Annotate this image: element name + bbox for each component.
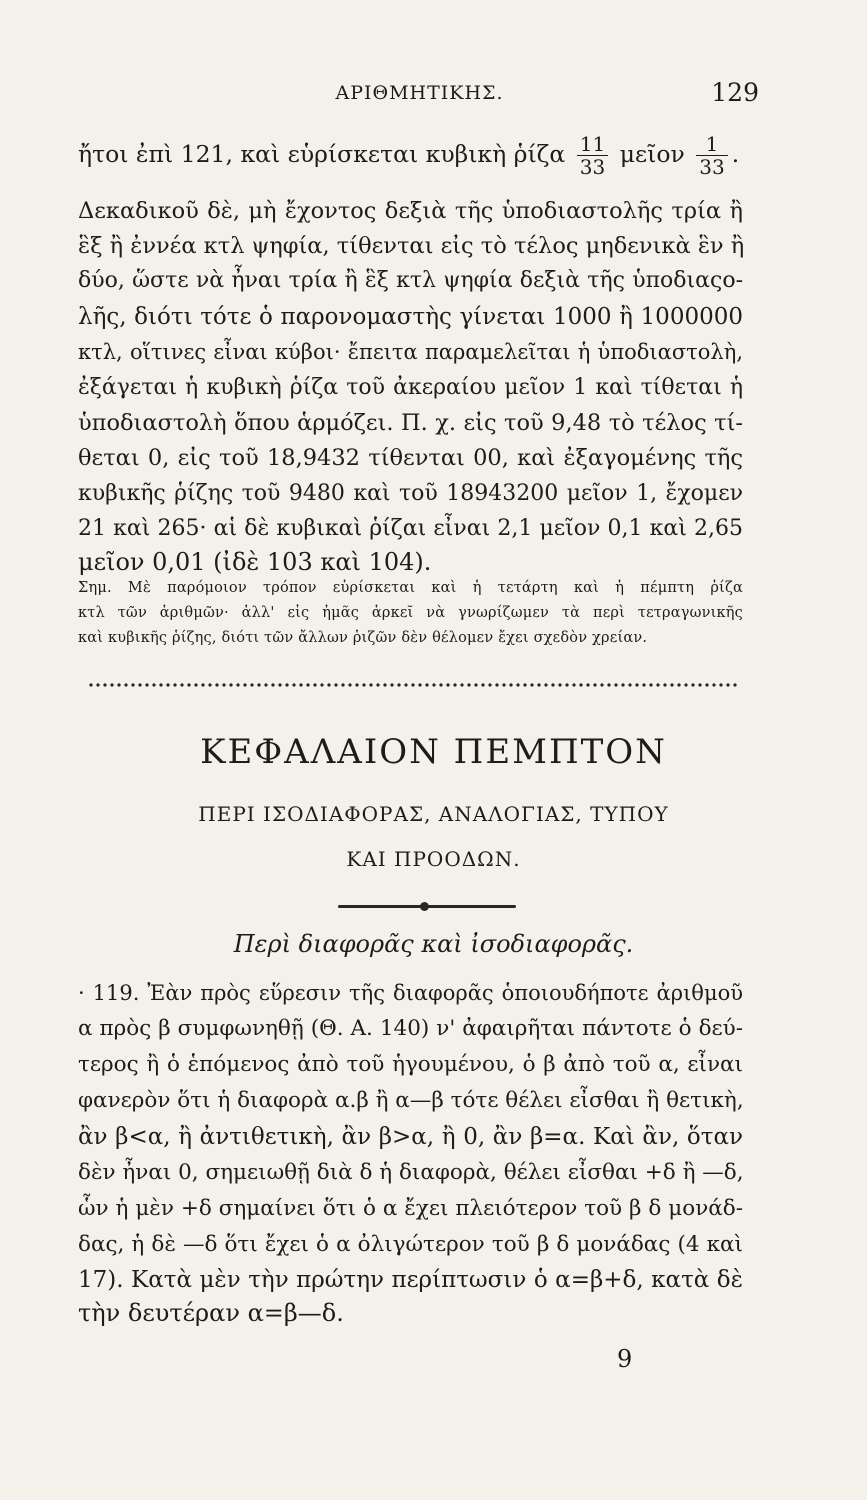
chapter-subtitle: ΠΕΡΙ ΙΣΟΔΙΑΦΟΡΑΣ, ΑΝΑΛΟΓΙΑΣ, ΤΥΠΟΥ <box>198 802 669 826</box>
fraction-numerator: 11 <box>577 133 608 156</box>
paragraph-line: τερος ἢ ὁ ἑπόμενος ἀπὸ τοῦ ἡγουμένου, ὁ β ἀπὸ τοῦ α, εἶναι <box>78 1052 743 1077</box>
note-line: Σημ. Μὲ παρόμοιον τρόπον εὑρίσκεται καὶ ἡ τετάρτη καὶ ἡ πέμπτη ῥίζα <box>78 580 743 596</box>
ornament-divider <box>338 905 516 908</box>
page-header <box>80 78 759 112</box>
fraction-denominator: 33 <box>579 155 606 179</box>
paragraph-line: μεῖον 0,01 (ἰδὲ 103 καὶ 104). <box>78 548 432 576</box>
fraction-denominator: 33 <box>699 155 725 179</box>
chapter-subtitle: ΚΑΙ ΠΡΟΟΔΩΝ. <box>346 847 521 871</box>
note-line: καὶ κυβικῆς ῥίζης, διότι τῶν ἄλλων ῥιζῶν δὲν θέλομεν ἔχει σχεδὸν χρείαν. <box>78 630 648 646</box>
paragraph-line: δας, ἡ δὲ —δ ὅτι ἔχει ὁ α ὀλιγώτερον τοῦ β δ μονάδας (4 καὶ <box>78 1232 743 1257</box>
paragraph-line: 17). Κατὰ μὲν τὴν πρώτην περίπτωσιν ὁ α=β+δ, κατὰ δὲ <box>78 1267 743 1293</box>
paragraph-line: Δεκαδικοῦ δὲ, μὴ ἔχοντος δεξιὰ τῆς ὑποδιαστολῆς τρία ἢ <box>78 198 743 224</box>
section-heading: Περὶ διαφορᾶς καὶ ἰσοδιαφορᾶς. <box>233 930 634 958</box>
text-segment: μεῖον <box>619 140 685 168</box>
paragraph-line: ἐξάγεται ἡ κυβικὴ ῥίζα τοῦ ἀκεραίου μεῖον 1 καὶ τίθεται ἡ <box>78 375 743 400</box>
text-segment: ἤτοι ἐπὶ 121, καὶ εὑρίσκεται κυβικὴ ῥίζα <box>78 140 566 168</box>
page-number: 129 <box>711 78 759 107</box>
fraction <box>577 133 608 178</box>
paragraph-line <box>78 133 743 178</box>
paragraph-line: θεται 0, εἰς τοῦ 18,9432 τίθενται 00, καὶ ἐξαγομένης τῆς <box>78 445 743 471</box>
running-head: ΑΡΙΘΜΗΤΙΚΗΣ. <box>335 82 504 104</box>
signature-mark: 9 <box>617 1345 633 1373</box>
paragraph-line: φανερὸν ὅτι ἡ διαφορὰ α.β ἢ α—β τότε θέλει εἶσθαι ἢ θετικὴ, <box>78 1088 744 1113</box>
paragraph-line: κυβικῆς ῥίζης τοῦ 9480 καὶ τοῦ 18943200 μεῖον 1, ἔχομεν <box>78 481 743 506</box>
paragraph-line: ὧν ἡ μὲν +δ σημαίνει ὅτι ὁ α ἔχει πλειότερον τοῦ β δ μονάδ- <box>78 1196 743 1221</box>
paragraph-line: · 119. Ἐὰν πρὸς εὕρεσιν τῆς διαφορᾶς ὁποιουδήποτε ἀριθμοῦ <box>78 981 743 1005</box>
paragraph-line: λῆς, διότι τότε ὁ παρονομαστὴς γίνεται 1000 ἢ 1000000 <box>78 304 743 330</box>
decorative-rule <box>88 682 740 688</box>
paragraph-line: ὑποδιαστολὴ ὅπου ἁρμόζει. Π. χ. εἰς τοῦ 9,48 τὸ τέλος τί- <box>78 410 743 436</box>
chapter-title: ΚΕΦΑΛΑΙΟΝ ΠΕΜΠΤΟΝ <box>200 732 667 772</box>
fraction <box>696 133 727 178</box>
paragraph-line: 21 καὶ 265· αἱ δὲ κυβικαὶ ῥίζαι εἶναι 2,1 μεῖον 0,1 καὶ 2,65 <box>78 516 743 541</box>
paragraph-line: δὲν ἦναι 0, σημειωθῇ διὰ δ ἡ διαφορὰ, θέλει εἶσθαι +δ ἢ —δ, <box>78 1160 744 1185</box>
text-segment: . <box>731 140 740 168</box>
paragraph-line: α πρὸς β συμφωνηθῇ (Θ. Α. 140) ν' ἀφαιρῆται πάντοτε ὁ δεύ- <box>78 1016 743 1041</box>
fraction-numerator: 1 <box>696 133 727 156</box>
paragraph-line: ἂν β<α, ἢ ἀντιθετικὴ, ἂν β>α, ἢ 0, ἂν β=α. Καὶ ἂν, ὅταν <box>78 1124 743 1150</box>
note-line: κτλ τῶν ἀριθμῶν· ἀλλ' εἰς ἡμᾶς ἀρκεῖ νὰ γνωρίζωμεν τὰ περὶ τετραγωνικῆς <box>78 605 743 621</box>
paragraph-line: τὴν δευτέραν α=β—δ. <box>78 1299 344 1327</box>
paragraph-line: κτλ, οἵτινες εἶναι κύβοι· ἔπειτα παραμελεῖται ἡ ὑποδιαστολὴ, <box>78 340 743 364</box>
paragraph-line: ἓξ ἢ ἐννέα κτλ ψηφία, τίθενται εἰς τὸ τέλος μηδενικὰ ἓν ἢ <box>78 233 745 259</box>
paragraph-line: δύο, ὥστε νὰ ἦναι τρία ἢ ἓξ κτλ ψηφία δεξιὰ τῆς ὑποδιαςο- <box>78 268 743 293</box>
